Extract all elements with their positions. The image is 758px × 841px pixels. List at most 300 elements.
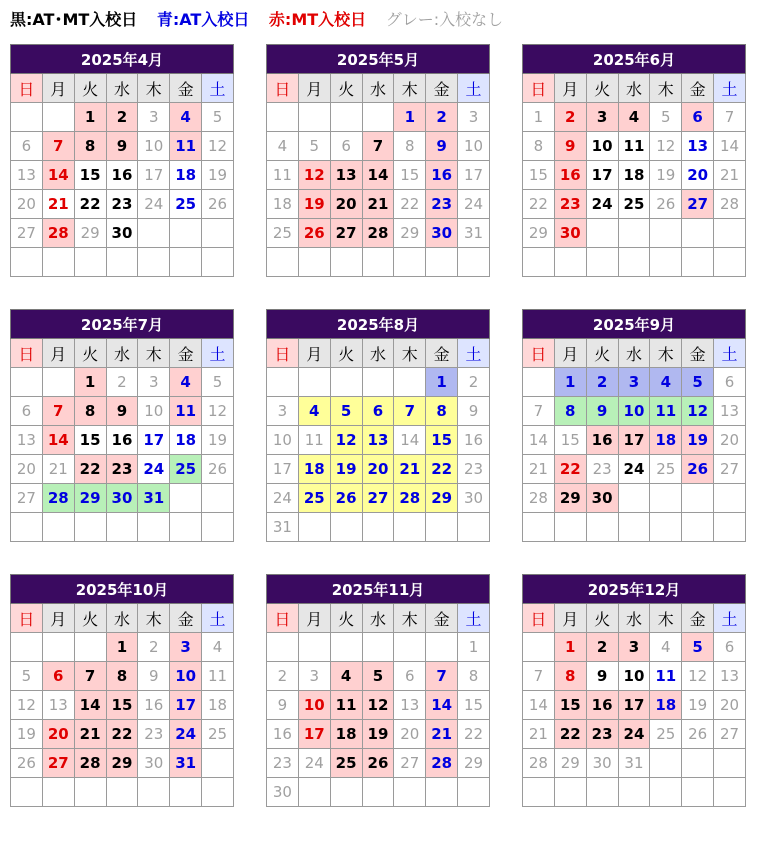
weekday-sun: 日 bbox=[11, 604, 43, 633]
empty-day-cell bbox=[618, 778, 650, 807]
day-cell: 14 bbox=[42, 161, 74, 190]
weekday-header-row bbox=[523, 74, 746, 103]
day-cell: 3 bbox=[138, 103, 170, 132]
empty-day-cell bbox=[554, 248, 586, 277]
month-calendar bbox=[522, 44, 746, 277]
day-cell: 16 bbox=[458, 426, 490, 455]
empty-day-cell bbox=[714, 219, 746, 248]
day-cell: 22 bbox=[554, 720, 586, 749]
empty-day-cell bbox=[298, 778, 330, 807]
calendar-table bbox=[266, 309, 490, 542]
day-cell: 21 bbox=[426, 720, 458, 749]
day-cell: 28 bbox=[42, 219, 74, 248]
month-title: 2025年10月 bbox=[11, 575, 234, 604]
empty-day-cell bbox=[330, 633, 362, 662]
day-cell: 8 bbox=[554, 397, 586, 426]
empty-day-cell bbox=[554, 778, 586, 807]
day-cell: 2 bbox=[426, 103, 458, 132]
week-row bbox=[523, 484, 746, 513]
empty-day-cell bbox=[298, 368, 330, 397]
day-cell: 17 bbox=[618, 426, 650, 455]
weekday-wed: 水 bbox=[106, 339, 138, 368]
day-cell: 6 bbox=[362, 397, 394, 426]
empty-day-cell bbox=[106, 248, 138, 277]
day-cell: 2 bbox=[586, 633, 618, 662]
day-cell: 20 bbox=[11, 455, 43, 484]
day-cell: 8 bbox=[426, 397, 458, 426]
day-cell: 27 bbox=[11, 484, 43, 513]
day-cell: 11 bbox=[650, 397, 682, 426]
empty-day-cell bbox=[202, 219, 234, 248]
calendar-table bbox=[522, 309, 746, 542]
day-cell: 23 bbox=[586, 455, 618, 484]
day-cell: 1 bbox=[394, 103, 426, 132]
day-cell: 27 bbox=[42, 749, 74, 778]
calendar-table bbox=[266, 574, 490, 807]
weekday-wed: 水 bbox=[362, 74, 394, 103]
day-cell: 23 bbox=[458, 455, 490, 484]
day-cell: 2 bbox=[138, 633, 170, 662]
day-cell: 9 bbox=[458, 397, 490, 426]
weekday-tue: 火 bbox=[74, 604, 106, 633]
day-cell: 26 bbox=[202, 190, 234, 219]
day-cell: 15 bbox=[554, 426, 586, 455]
month-title: 2025年12月 bbox=[523, 575, 746, 604]
week-row bbox=[11, 368, 234, 397]
weekday-mon: 月 bbox=[298, 74, 330, 103]
day-cell: 30 bbox=[106, 219, 138, 248]
day-cell: 13 bbox=[11, 161, 43, 190]
day-cell: 18 bbox=[618, 161, 650, 190]
weekday-mon: 月 bbox=[554, 604, 586, 633]
day-cell: 13 bbox=[394, 691, 426, 720]
day-cell: 1 bbox=[106, 633, 138, 662]
day-cell: 20 bbox=[714, 426, 746, 455]
weekday-fri: 金 bbox=[682, 339, 714, 368]
weekday-sat: 土 bbox=[458, 604, 490, 633]
day-cell: 19 bbox=[298, 190, 330, 219]
day-cell: 4 bbox=[650, 633, 682, 662]
empty-day-cell bbox=[682, 484, 714, 513]
day-cell: 8 bbox=[74, 397, 106, 426]
week-row bbox=[267, 778, 490, 807]
week-row bbox=[523, 455, 746, 484]
weekday-mon: 月 bbox=[554, 339, 586, 368]
day-cell: 7 bbox=[42, 397, 74, 426]
day-cell: 1 bbox=[554, 368, 586, 397]
week-row bbox=[523, 397, 746, 426]
weekday-thu: 木 bbox=[138, 74, 170, 103]
week-row bbox=[267, 368, 490, 397]
day-cell: 5 bbox=[202, 368, 234, 397]
day-cell: 17 bbox=[298, 720, 330, 749]
day-cell: 15 bbox=[458, 691, 490, 720]
day-cell: 3 bbox=[138, 368, 170, 397]
empty-day-cell bbox=[202, 749, 234, 778]
weekday-mon: 月 bbox=[298, 604, 330, 633]
week-row bbox=[267, 132, 490, 161]
empty-day-cell bbox=[523, 248, 555, 277]
week-row bbox=[523, 426, 746, 455]
day-cell: 20 bbox=[714, 691, 746, 720]
weekday-sat: 土 bbox=[714, 604, 746, 633]
day-cell: 9 bbox=[267, 691, 299, 720]
day-cell: 11 bbox=[202, 662, 234, 691]
empty-day-cell bbox=[586, 219, 618, 248]
day-cell: 23 bbox=[138, 720, 170, 749]
month-calendar bbox=[266, 574, 490, 807]
day-cell: 29 bbox=[74, 484, 106, 513]
day-cell: 13 bbox=[682, 132, 714, 161]
day-cell: 26 bbox=[682, 455, 714, 484]
weekday-sat: 土 bbox=[458, 74, 490, 103]
day-cell: 7 bbox=[523, 662, 555, 691]
day-cell: 3 bbox=[458, 103, 490, 132]
day-cell: 23 bbox=[106, 190, 138, 219]
day-cell: 27 bbox=[330, 219, 362, 248]
day-cell: 16 bbox=[106, 161, 138, 190]
weekday-tue: 火 bbox=[74, 339, 106, 368]
day-cell: 29 bbox=[106, 749, 138, 778]
month-calendar bbox=[266, 44, 490, 277]
day-cell: 30 bbox=[426, 219, 458, 248]
day-cell: 18 bbox=[170, 161, 202, 190]
day-cell: 3 bbox=[618, 368, 650, 397]
day-cell: 22 bbox=[458, 720, 490, 749]
week-row bbox=[523, 513, 746, 542]
weekday-tue: 火 bbox=[330, 339, 362, 368]
weekday-fri: 金 bbox=[426, 74, 458, 103]
day-cell: 6 bbox=[714, 633, 746, 662]
day-cell: 28 bbox=[714, 190, 746, 219]
day-cell: 31 bbox=[458, 219, 490, 248]
day-cell: 24 bbox=[267, 484, 299, 513]
calendar-table bbox=[522, 44, 746, 277]
empty-day-cell bbox=[202, 248, 234, 277]
week-row bbox=[267, 161, 490, 190]
month-title: 2025年5月 bbox=[267, 45, 490, 74]
empty-day-cell bbox=[714, 778, 746, 807]
day-cell: 19 bbox=[202, 426, 234, 455]
day-cell: 17 bbox=[170, 691, 202, 720]
empty-day-cell bbox=[170, 484, 202, 513]
legend bbox=[10, 8, 517, 32]
day-cell: 8 bbox=[106, 662, 138, 691]
day-cell: 6 bbox=[394, 662, 426, 691]
day-cell: 16 bbox=[586, 426, 618, 455]
day-cell: 15 bbox=[426, 426, 458, 455]
day-cell: 10 bbox=[267, 426, 299, 455]
week-row bbox=[11, 161, 234, 190]
empty-day-cell bbox=[618, 219, 650, 248]
day-cell: 20 bbox=[362, 455, 394, 484]
day-cell: 13 bbox=[330, 161, 362, 190]
week-row bbox=[11, 248, 234, 277]
day-cell: 27 bbox=[682, 190, 714, 219]
weekday-thu: 木 bbox=[394, 604, 426, 633]
empty-day-cell bbox=[42, 103, 74, 132]
weekday-mon: 月 bbox=[42, 604, 74, 633]
day-cell: 19 bbox=[682, 426, 714, 455]
day-cell: 19 bbox=[650, 161, 682, 190]
day-cell: 16 bbox=[586, 691, 618, 720]
day-cell: 28 bbox=[523, 484, 555, 513]
day-cell: 29 bbox=[426, 484, 458, 513]
day-cell: 1 bbox=[523, 103, 555, 132]
day-cell: 14 bbox=[74, 691, 106, 720]
empty-day-cell bbox=[298, 633, 330, 662]
week-row bbox=[523, 720, 746, 749]
day-cell: 19 bbox=[202, 161, 234, 190]
day-cell: 4 bbox=[298, 397, 330, 426]
day-cell: 2 bbox=[267, 662, 299, 691]
empty-day-cell bbox=[330, 513, 362, 542]
day-cell: 19 bbox=[682, 691, 714, 720]
weekday-thu: 木 bbox=[650, 74, 682, 103]
day-cell: 25 bbox=[170, 190, 202, 219]
week-row bbox=[523, 103, 746, 132]
week-row bbox=[11, 633, 234, 662]
week-row bbox=[523, 219, 746, 248]
calendar-table bbox=[10, 574, 234, 807]
day-cell: 21 bbox=[394, 455, 426, 484]
day-cell: 25 bbox=[618, 190, 650, 219]
day-cell: 12 bbox=[330, 426, 362, 455]
day-cell: 6 bbox=[330, 132, 362, 161]
day-cell: 1 bbox=[554, 633, 586, 662]
empty-day-cell bbox=[714, 248, 746, 277]
day-cell: 11 bbox=[618, 132, 650, 161]
calendar-table bbox=[10, 44, 234, 277]
week-row bbox=[267, 190, 490, 219]
week-row bbox=[267, 633, 490, 662]
day-cell: 18 bbox=[298, 455, 330, 484]
day-cell: 25 bbox=[298, 484, 330, 513]
day-cell: 23 bbox=[106, 455, 138, 484]
empty-day-cell bbox=[330, 778, 362, 807]
empty-day-cell bbox=[394, 248, 426, 277]
day-cell: 30 bbox=[138, 749, 170, 778]
month-calendar bbox=[522, 574, 746, 807]
day-cell: 3 bbox=[618, 633, 650, 662]
legend-black: 黒:AT･MT入校日 bbox=[10, 10, 138, 29]
weekday-wed: 水 bbox=[106, 74, 138, 103]
weekday-wed: 水 bbox=[362, 604, 394, 633]
day-cell: 6 bbox=[714, 368, 746, 397]
day-cell: 15 bbox=[523, 161, 555, 190]
empty-day-cell bbox=[682, 219, 714, 248]
empty-day-cell bbox=[138, 778, 170, 807]
empty-day-cell bbox=[426, 778, 458, 807]
week-row bbox=[523, 248, 746, 277]
day-cell: 14 bbox=[394, 426, 426, 455]
week-row bbox=[11, 426, 234, 455]
empty-day-cell bbox=[650, 248, 682, 277]
day-cell: 13 bbox=[714, 397, 746, 426]
empty-day-cell bbox=[394, 513, 426, 542]
week-row bbox=[11, 691, 234, 720]
weekday-sun: 日 bbox=[523, 604, 555, 633]
weekday-sat: 土 bbox=[458, 339, 490, 368]
empty-day-cell bbox=[362, 248, 394, 277]
weekday-header-row bbox=[523, 604, 746, 633]
day-cell: 2 bbox=[106, 368, 138, 397]
week-row bbox=[523, 662, 746, 691]
empty-day-cell bbox=[618, 248, 650, 277]
day-cell: 12 bbox=[11, 691, 43, 720]
empty-day-cell bbox=[298, 513, 330, 542]
empty-day-cell bbox=[650, 513, 682, 542]
day-cell: 26 bbox=[650, 190, 682, 219]
month-calendar bbox=[10, 574, 234, 807]
empty-day-cell bbox=[202, 484, 234, 513]
empty-day-cell bbox=[11, 513, 43, 542]
day-cell: 16 bbox=[426, 161, 458, 190]
weekday-header-row bbox=[267, 604, 490, 633]
day-cell: 9 bbox=[586, 662, 618, 691]
day-cell: 26 bbox=[330, 484, 362, 513]
day-cell: 14 bbox=[42, 426, 74, 455]
day-cell: 24 bbox=[618, 455, 650, 484]
day-cell: 18 bbox=[330, 720, 362, 749]
day-cell: 4 bbox=[330, 662, 362, 691]
week-row bbox=[267, 103, 490, 132]
day-cell: 26 bbox=[362, 749, 394, 778]
month-title: 2025年8月 bbox=[267, 310, 490, 339]
empty-day-cell bbox=[11, 103, 43, 132]
day-cell: 5 bbox=[682, 368, 714, 397]
weekday-header-row bbox=[11, 74, 234, 103]
day-cell: 31 bbox=[618, 749, 650, 778]
month-calendar bbox=[266, 309, 490, 542]
day-cell: 5 bbox=[330, 397, 362, 426]
weekday-thu: 木 bbox=[394, 339, 426, 368]
day-cell: 24 bbox=[170, 720, 202, 749]
empty-day-cell bbox=[714, 484, 746, 513]
day-cell: 10 bbox=[586, 132, 618, 161]
day-cell: 28 bbox=[426, 749, 458, 778]
legend-blue: 青:AT入校日 bbox=[156, 10, 250, 29]
day-cell: 25 bbox=[202, 720, 234, 749]
day-cell: 9 bbox=[554, 132, 586, 161]
day-cell: 13 bbox=[42, 691, 74, 720]
week-row bbox=[11, 513, 234, 542]
weekday-thu: 木 bbox=[394, 74, 426, 103]
empty-day-cell bbox=[650, 484, 682, 513]
day-cell: 21 bbox=[362, 190, 394, 219]
day-cell: 2 bbox=[106, 103, 138, 132]
day-cell: 9 bbox=[106, 397, 138, 426]
day-cell: 21 bbox=[74, 720, 106, 749]
day-cell: 11 bbox=[650, 662, 682, 691]
day-cell: 6 bbox=[11, 132, 43, 161]
day-cell: 21 bbox=[42, 455, 74, 484]
day-cell: 14 bbox=[523, 691, 555, 720]
day-cell: 10 bbox=[298, 691, 330, 720]
day-cell: 22 bbox=[523, 190, 555, 219]
day-cell: 15 bbox=[74, 161, 106, 190]
empty-day-cell bbox=[362, 368, 394, 397]
day-cell: 29 bbox=[394, 219, 426, 248]
empty-day-cell bbox=[523, 513, 555, 542]
day-cell: 7 bbox=[362, 132, 394, 161]
day-cell: 5 bbox=[362, 662, 394, 691]
empty-day-cell bbox=[170, 248, 202, 277]
week-row bbox=[267, 691, 490, 720]
day-cell: 14 bbox=[523, 426, 555, 455]
day-cell: 25 bbox=[650, 455, 682, 484]
week-row bbox=[11, 132, 234, 161]
day-cell: 19 bbox=[362, 720, 394, 749]
weekday-sun: 日 bbox=[11, 74, 43, 103]
weekday-sat: 土 bbox=[202, 604, 234, 633]
day-cell: 25 bbox=[267, 219, 299, 248]
month-calendar bbox=[10, 309, 234, 542]
day-cell: 8 bbox=[458, 662, 490, 691]
day-cell: 3 bbox=[586, 103, 618, 132]
day-cell: 1 bbox=[74, 368, 106, 397]
day-cell: 25 bbox=[330, 749, 362, 778]
empty-day-cell bbox=[458, 513, 490, 542]
day-cell: 12 bbox=[682, 662, 714, 691]
day-cell: 22 bbox=[106, 720, 138, 749]
week-row bbox=[11, 484, 234, 513]
weekday-tue: 火 bbox=[586, 339, 618, 368]
empty-day-cell bbox=[362, 633, 394, 662]
weekday-mon: 月 bbox=[42, 74, 74, 103]
week-row bbox=[11, 778, 234, 807]
calendar-table bbox=[266, 44, 490, 277]
day-cell: 18 bbox=[170, 426, 202, 455]
day-cell: 14 bbox=[714, 132, 746, 161]
day-cell: 9 bbox=[586, 397, 618, 426]
empty-day-cell bbox=[586, 778, 618, 807]
day-cell: 6 bbox=[42, 662, 74, 691]
day-cell: 12 bbox=[202, 397, 234, 426]
day-cell: 26 bbox=[298, 219, 330, 248]
day-cell: 29 bbox=[458, 749, 490, 778]
empty-day-cell bbox=[170, 513, 202, 542]
week-row bbox=[11, 662, 234, 691]
day-cell: 23 bbox=[554, 190, 586, 219]
day-cell: 31 bbox=[170, 749, 202, 778]
month-title: 2025年9月 bbox=[523, 310, 746, 339]
day-cell: 24 bbox=[458, 190, 490, 219]
empty-day-cell bbox=[682, 749, 714, 778]
day-cell: 10 bbox=[138, 132, 170, 161]
day-cell: 11 bbox=[170, 132, 202, 161]
empty-day-cell bbox=[682, 778, 714, 807]
empty-day-cell bbox=[714, 513, 746, 542]
day-cell: 8 bbox=[74, 132, 106, 161]
day-cell: 5 bbox=[650, 103, 682, 132]
day-cell: 13 bbox=[11, 426, 43, 455]
day-cell: 24 bbox=[138, 455, 170, 484]
day-cell: 1 bbox=[74, 103, 106, 132]
day-cell: 17 bbox=[586, 161, 618, 190]
empty-day-cell bbox=[330, 368, 362, 397]
day-cell: 8 bbox=[394, 132, 426, 161]
week-row bbox=[523, 691, 746, 720]
day-cell: 16 bbox=[138, 691, 170, 720]
week-row bbox=[11, 397, 234, 426]
day-cell: 20 bbox=[330, 190, 362, 219]
day-cell: 23 bbox=[426, 190, 458, 219]
day-cell: 13 bbox=[362, 426, 394, 455]
weekday-tue: 火 bbox=[74, 74, 106, 103]
empty-day-cell bbox=[458, 778, 490, 807]
weekday-fri: 金 bbox=[682, 604, 714, 633]
